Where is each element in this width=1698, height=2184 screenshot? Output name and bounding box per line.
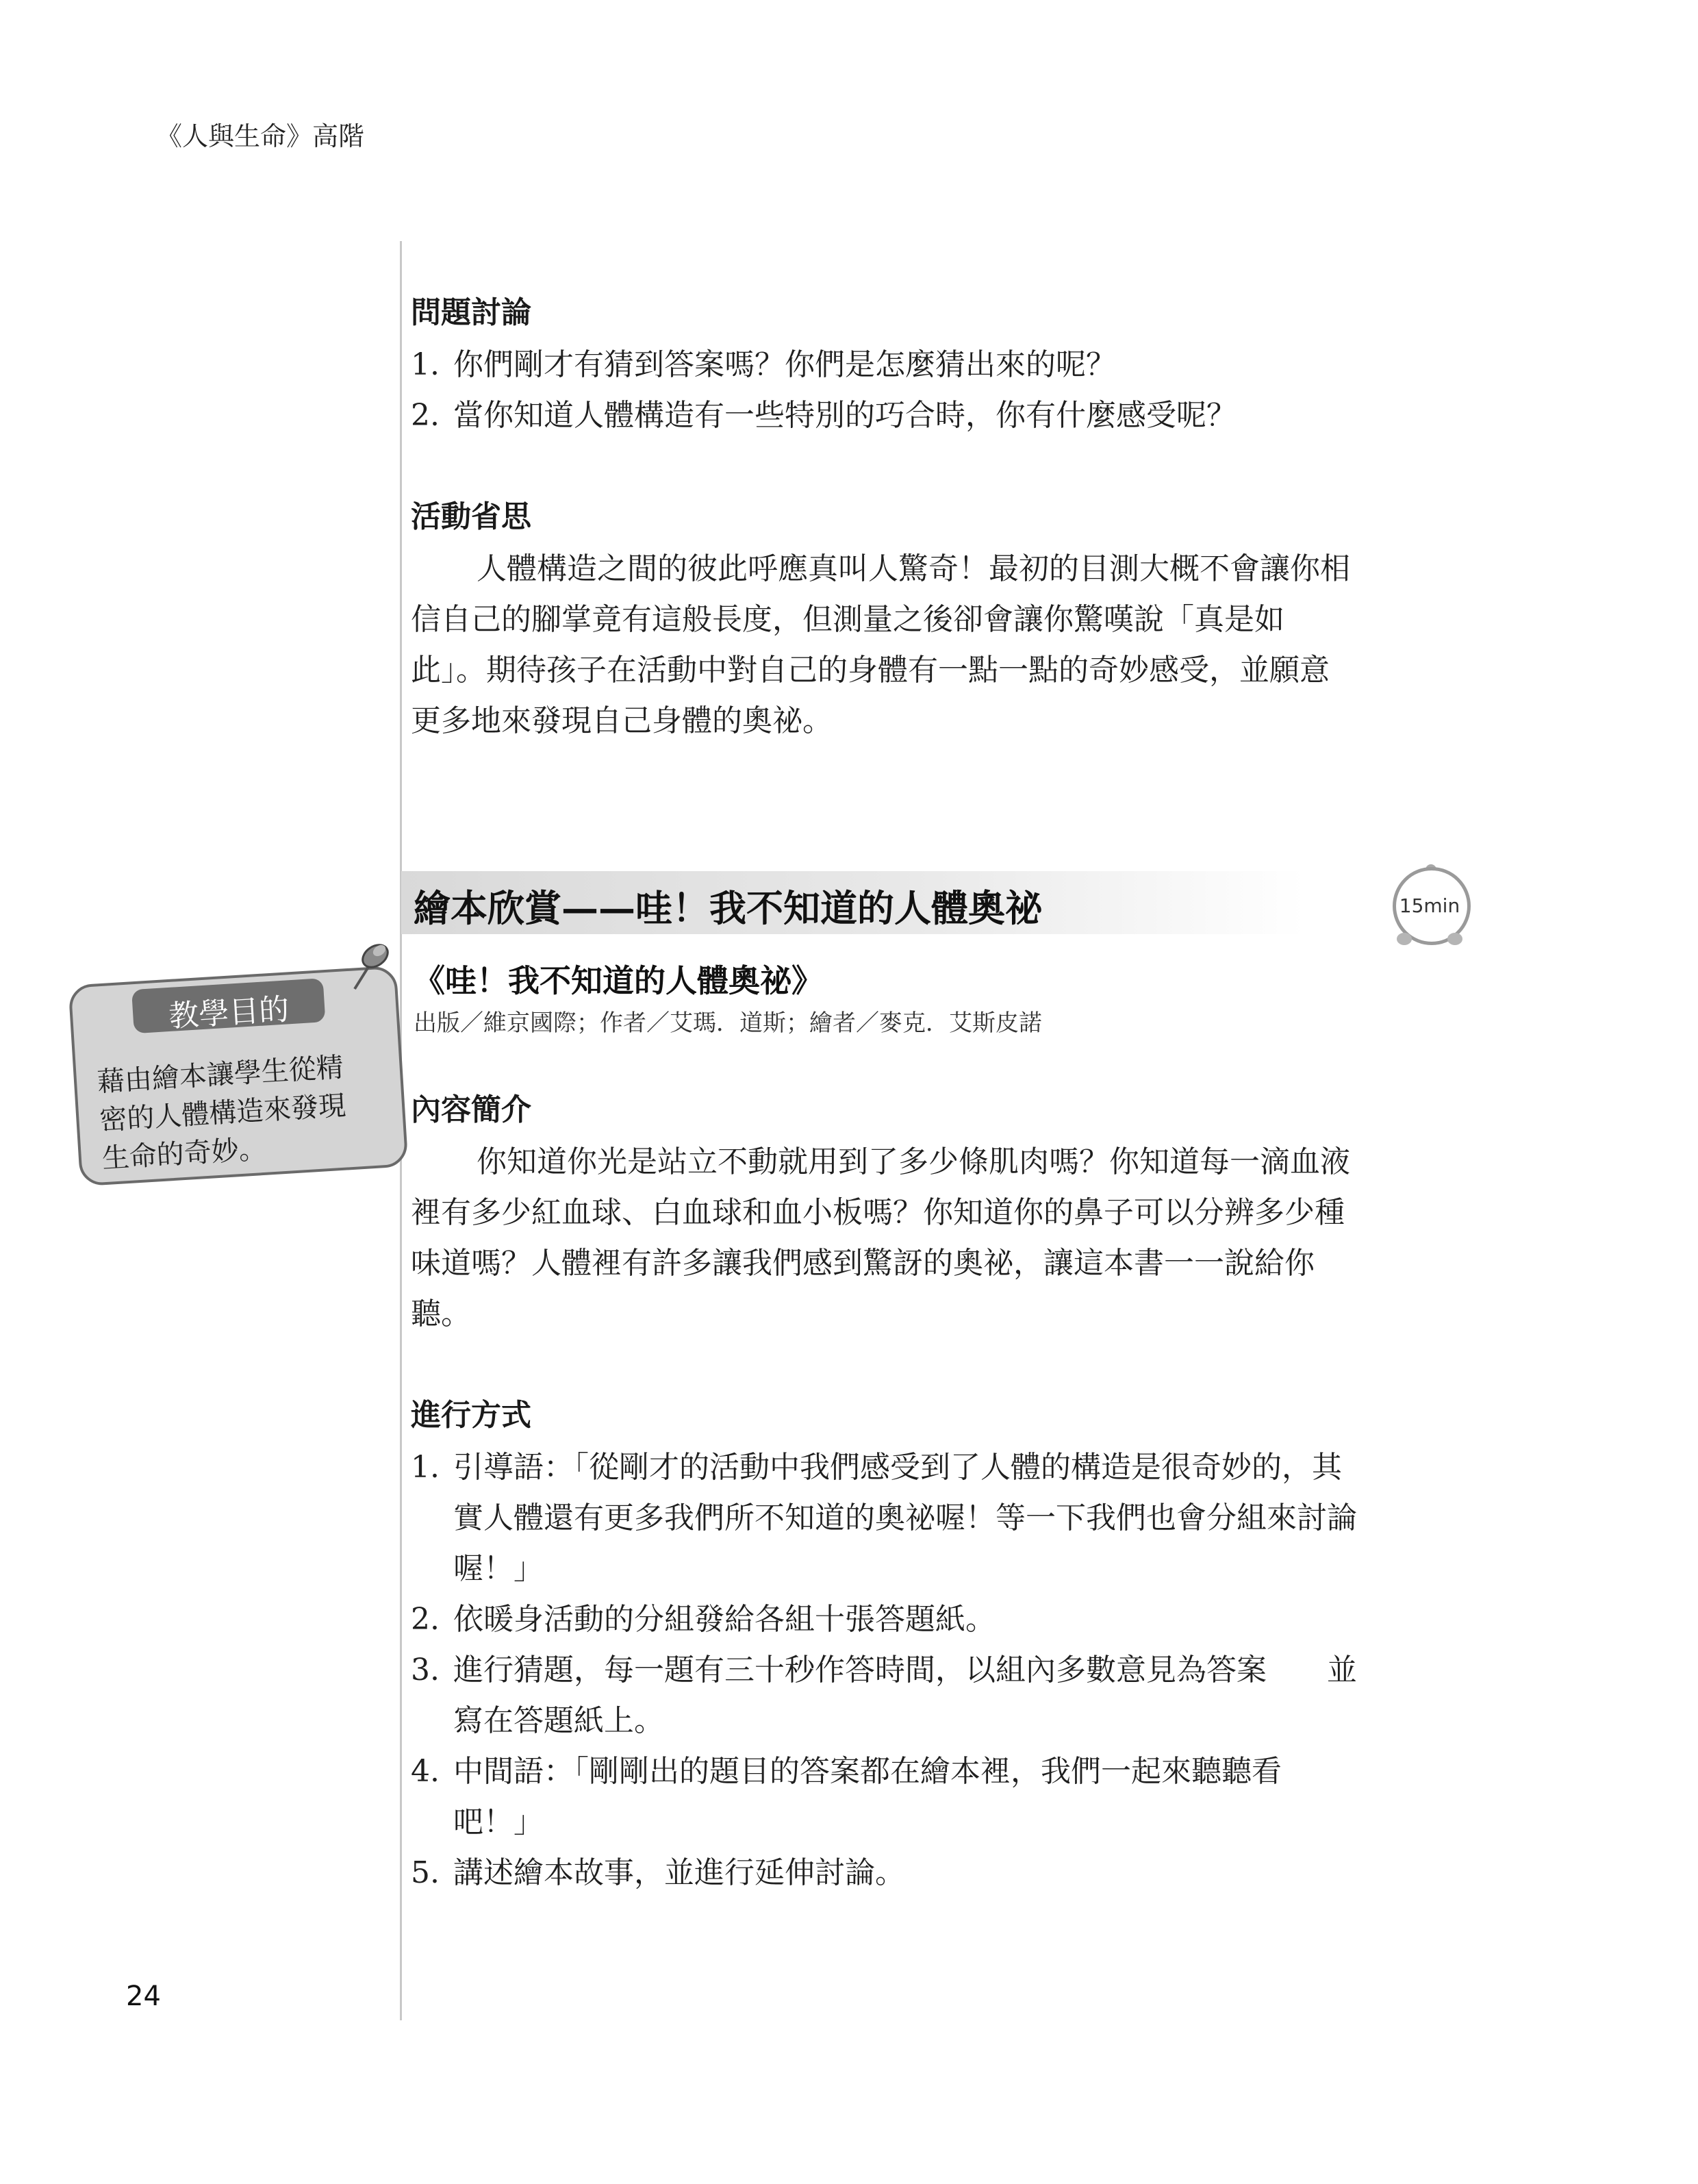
summary-line: 聽。	[411, 1296, 471, 1331]
teaching-goal-line: 藉由繪本讓學生從精	[96, 1051, 344, 1099]
publication-info: 出版／維京國際；作者／艾瑪．道斯；繪者／麥克．艾斯皮諾	[414, 1009, 1042, 1037]
summary-line: 味道嗎？人體裡有許多讓我們感到驚訝的奧祕，讓這本書一一說給你	[411, 1246, 1315, 1281]
item-number: 4.	[411, 1754, 440, 1789]
summary-heading: 內容簡介	[411, 1092, 531, 1127]
reflection-line: 更多地來發現自己身體的奧祕。	[411, 703, 833, 738]
procedure-item-3	[411, 1645, 1357, 1689]
reflection-line: 此」。期待孩子在活動中對自己的身體有一點一點的奇妙感受，並願意	[411, 653, 1330, 688]
item-number: 1.	[411, 347, 440, 382]
reflection-line: 人體構造之間的彼此呼應真叫人驚奇！最初的目測大概不會讓你相	[477, 551, 1350, 586]
page-number: 24	[126, 1981, 161, 2012]
teaching-goal-label: 教學目的	[167, 992, 290, 1034]
procedure-item-4	[411, 1746, 1282, 1790]
procedure-item-5	[411, 1848, 905, 1892]
teaching-goal-body	[96, 1045, 396, 1178]
timer-label: 15min	[1399, 894, 1460, 917]
item-number: 2.	[411, 398, 440, 433]
discussion-item-1	[411, 340, 1116, 384]
teaching-goal-line: 密的人體構造來發現	[99, 1090, 347, 1137]
pushpin-icon	[345, 938, 393, 993]
discussion-item-2	[411, 390, 1237, 434]
teaching-goal-card	[68, 966, 408, 1187]
running-header-title: 《人與生命》高階	[156, 121, 365, 151]
item-text: 進行猜題，每一題有三十秒作答時間，以組內多數意見為答案 並	[453, 1653, 1357, 1687]
summary-line: 你知道你光是站立不動就用到了多少條肌肉嗎？你知道每一滴血液	[477, 1144, 1350, 1179]
procedure-item-1	[411, 1442, 1342, 1486]
banner-title: 繪本欣賞——哇！我不知道的人體奧祕	[414, 886, 1042, 930]
discussion-heading: 問題討論	[411, 295, 531, 330]
item-text: 中間語：「剛剛出的題目的答案都在繪本裡，我們一起來聽聽看	[453, 1754, 1282, 1789]
procedure-item-1-cont: 實人體還有更多我們所不知道的奧祕喔！等一下我們也會分組來討論	[453, 1501, 1357, 1535]
item-text: 你們剛才有猜到答案嗎？你們是怎麼猜出來的呢？	[453, 347, 1116, 382]
summary-line: 裡有多少紅血球、白血球和血小板嗎？你知道你的鼻子可以分辨多少種	[411, 1195, 1345, 1230]
timer-foot-right	[1447, 933, 1462, 945]
book-title: 《哇！我不知道的人體奧祕》	[414, 962, 823, 999]
procedure-item-1-cont: 喔！」	[453, 1551, 544, 1586]
teaching-goal-tab	[131, 978, 325, 1033]
reflection-heading: 活動省思	[411, 499, 531, 534]
item-number: 1.	[411, 1450, 440, 1485]
teaching-goal-line: 生命的奇妙。	[101, 1133, 267, 1175]
procedure-item-3-cont: 寫在答題紙上。	[453, 1703, 664, 1738]
alarm-clock-icon	[1387, 864, 1472, 949]
item-number: 3.	[411, 1653, 440, 1687]
item-text: 當你知道人體構造有一些特別的巧合時，你有什麼感受呢？	[453, 398, 1237, 433]
procedure-item-2	[411, 1594, 996, 1638]
item-text: 引導語：「從剛才的活動中我們感受到了人體的構造是很奇妙的，其	[453, 1450, 1342, 1485]
item-text: 依暖身活動的分組發給各組十張答題紙。	[453, 1602, 996, 1637]
reflection-line: 信自己的腳掌竟有這般長度，但測量之後卻會讓你驚嘆說「真是如	[411, 602, 1284, 637]
procedure-heading: 進行方式	[411, 1398, 531, 1433]
item-text: 講述繪本故事，並進行延伸討論。	[453, 1855, 905, 1890]
timer-foot-left	[1397, 933, 1412, 945]
procedure-item-4-cont: 吧！」	[453, 1805, 544, 1840]
item-number: 5.	[411, 1855, 440, 1890]
item-number: 2.	[411, 1602, 440, 1637]
